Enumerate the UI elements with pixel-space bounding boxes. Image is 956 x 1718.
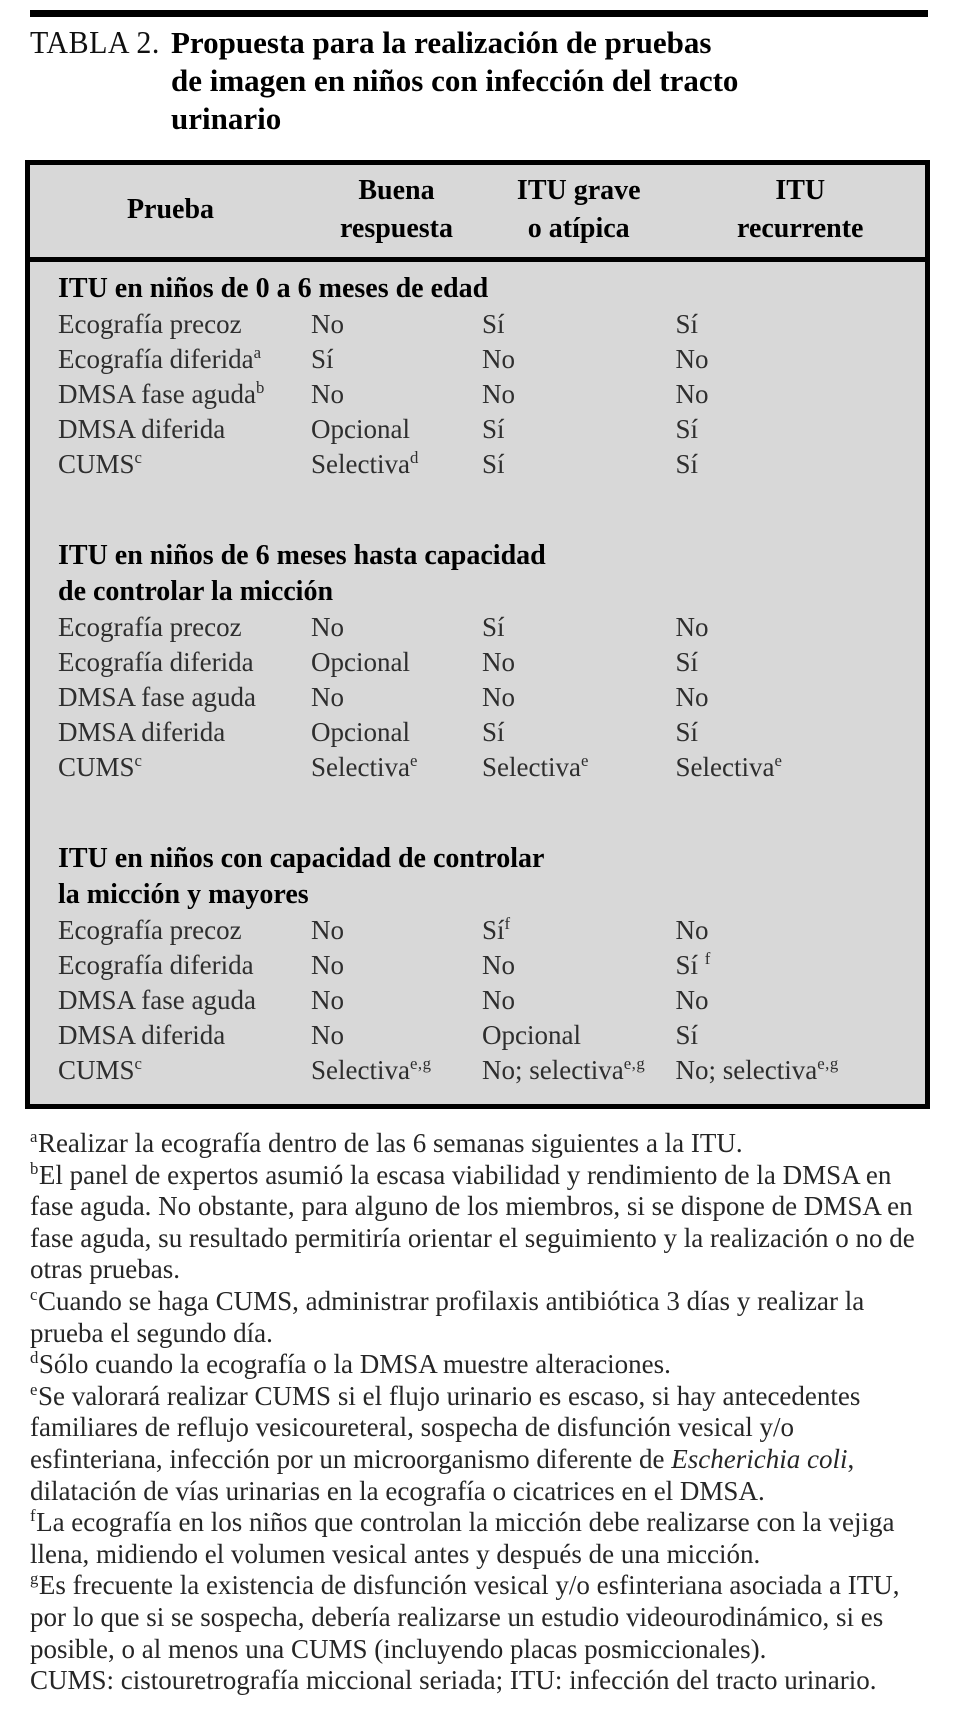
column-header-1: Prueba xyxy=(28,163,312,260)
value-cell: No xyxy=(482,682,515,712)
footnotes-block xyxy=(30,1128,932,1697)
section-header: ITU en niños de 0 a 6 meses de edad xyxy=(58,273,489,304)
superscript-note-ref: f xyxy=(704,949,711,968)
table-row xyxy=(28,412,928,447)
value-cell: No xyxy=(311,612,344,642)
footnote-text: Es frecuente la existencia de disfunción vesical y/o esfinteriana asociada a ITU, por lo que si se sospecha, debería realizarse un estudio videourodinámico, si es posible, o al menos una CUMS (incluyendo placas posmiccionales). xyxy=(30,1570,900,1664)
footnote-marker: d xyxy=(30,1348,39,1368)
value-cell: No xyxy=(311,309,344,339)
table-body xyxy=(28,260,928,1107)
test-name-cell: DMSA fase aguda$^b$ xyxy=(58,378,265,409)
footnote-f xyxy=(30,1507,932,1570)
value-cell: No xyxy=(311,682,344,712)
test-name-cell: DMSA diferida xyxy=(58,414,226,444)
value-cell: No xyxy=(675,612,709,642)
column-header-4: ITU recurrente xyxy=(676,163,928,260)
value-cell: No; selectiva$^{e,g}$ xyxy=(675,1054,839,1085)
value-cell: No xyxy=(482,985,515,1015)
value-cell: Opcional xyxy=(311,414,410,444)
test-name-cell: Ecografía precoz xyxy=(58,612,242,642)
footnote-d xyxy=(30,1349,932,1381)
footnote-text: Se valorará realizar CUMS si el flujo urinario es escaso, si hay antecedentes familiares de reflujo vesicoureteral, sospecha de disfunción vesical y/o esfinteriana, infección por un microorganismo diferente de Escherichia coli, dilatación de vías urinarias en la ecografía o cicatrices en el DMSA. xyxy=(30,1380,861,1506)
footnote-marker: a xyxy=(30,1127,38,1146)
superscript-note-ref: e,g xyxy=(623,1054,646,1073)
test-name-cell: Ecografía diferida xyxy=(58,950,254,980)
footnote-e xyxy=(30,1381,932,1507)
table-row xyxy=(28,913,928,948)
value-cell: Sí xyxy=(482,717,505,747)
value-cell: Selectiva$^e$ xyxy=(311,751,418,782)
table-title-text xyxy=(171,24,738,138)
table-row xyxy=(28,447,928,482)
superscript-note-ref: e,g xyxy=(409,1054,432,1073)
superscript-note-ref: b xyxy=(255,378,265,397)
footnote-text: La ecografía en los niños que controlan la micción debe realizarse con la vejiga llena, midiendo el volumen vesical antes y después de una micción. xyxy=(30,1507,895,1569)
superscript-note-ref: c xyxy=(134,751,143,770)
superscript-note-ref: f xyxy=(504,914,511,933)
value-cell: No xyxy=(311,915,344,945)
value-cell: Sí xyxy=(482,309,505,339)
superscript-note-ref: d xyxy=(409,448,419,467)
table-row xyxy=(28,983,928,1018)
superscript-note-ref: a xyxy=(253,343,262,362)
value-cell: Sí xyxy=(675,717,699,747)
section-header: ITU en niños de 6 meses hasta capacidad de controlar la micción xyxy=(58,540,546,607)
footnote-text: Cuando se haga CUMS, administrar profilaxis antibiótica 3 días y realizar la prueba el segundo día. xyxy=(30,1285,865,1348)
value-cell: Sí xyxy=(482,612,505,642)
value-cell: Selectiva$^e$ xyxy=(482,751,589,782)
footnote-text: El panel de expertos asumió la escasa viabilidad y rendimiento de la DMSA en fase aguda. No obstante, para alguno de los miembros, si se dispone de DMSA en fase aguda, su resultado permitiría orientar el seguimiento y la realización o no de otras pruebas. xyxy=(30,1159,915,1285)
value-cell: No xyxy=(311,1020,344,1050)
section-header: ITU en niños con capacidad de controlar la micción y mayores xyxy=(58,843,545,910)
section-header-row xyxy=(28,785,928,913)
footnote-b xyxy=(30,1160,932,1286)
test-name-cell: Ecografía diferida$^a$ xyxy=(58,343,262,374)
section-header-row xyxy=(28,260,928,308)
value-cell: $Sí^f$ xyxy=(482,914,511,945)
footnote-marker: e xyxy=(30,1379,38,1399)
value-cell: No xyxy=(482,379,515,409)
footnote-marker: c xyxy=(30,1284,38,1304)
table-header xyxy=(28,163,928,260)
footnotes xyxy=(30,1128,932,1665)
column-header-2: Buena respuesta xyxy=(311,163,482,260)
superscript-note-ref: e,g xyxy=(817,1054,839,1073)
footnote-c xyxy=(30,1286,932,1349)
superscript-note-ref: e xyxy=(774,751,783,770)
title-rule xyxy=(30,10,928,17)
abbreviations-line: CUMS: cistouretrografía miccional seriada; ITU: infección del tracto urinario. xyxy=(30,1665,877,1696)
value-cell: Sí xyxy=(482,414,505,444)
value-cell: Selectiva$^d$ xyxy=(311,448,419,479)
test-name-cell: CUMS$^c$ xyxy=(58,1054,143,1085)
table-title xyxy=(30,24,932,138)
imaging-tests-table xyxy=(25,160,930,1109)
table-row xyxy=(28,610,928,645)
value-cell: Sí xyxy=(675,449,699,479)
value-cell: No xyxy=(675,985,709,1015)
value-cell: Selectiva$^{e,g}$ xyxy=(311,1054,432,1085)
table-title-line: de imagen en niños con infección del tracto xyxy=(171,63,739,98)
footnote-text: Sólo cuando la ecografía o la DMSA muestre alteraciones. xyxy=(38,1349,671,1380)
value-cell: No xyxy=(675,682,709,712)
table-row xyxy=(28,307,928,342)
table-title-line: urinario xyxy=(171,101,282,136)
test-name-cell: CUMS$^c$ xyxy=(58,448,143,479)
test-name-cell: Ecografía precoz xyxy=(58,309,242,339)
test-name-cell: Ecografía diferida xyxy=(58,647,254,677)
superscript-note-ref: c xyxy=(134,1054,143,1073)
test-name-cell: CUMS$^c$ xyxy=(58,751,143,782)
value-cell: No xyxy=(675,379,709,409)
value-cell: No xyxy=(311,985,344,1015)
value-cell: Sí xyxy=(675,414,699,444)
footnote-g xyxy=(30,1570,932,1665)
table-row xyxy=(28,948,928,983)
test-name-cell: DMSA fase aguda xyxy=(58,985,256,1015)
table-row xyxy=(28,645,928,680)
value-cell: Opcional xyxy=(311,717,410,747)
test-name-cell: DMSA fase aguda xyxy=(58,682,256,712)
superscript-note-ref: c xyxy=(134,448,143,467)
test-name-cell: DMSA diferida xyxy=(58,1020,226,1050)
column-header-3: ITU grave o atípica xyxy=(482,163,676,260)
value-cell: Sí xyxy=(482,449,505,479)
value-cell: No xyxy=(675,344,709,374)
value-cell: Sí xyxy=(311,344,334,374)
value-cell: No xyxy=(482,950,515,980)
value-cell: Opcional xyxy=(311,647,410,677)
footnote-marker: b xyxy=(30,1158,39,1178)
value-cell: No xyxy=(311,950,344,980)
footnote-marker: g xyxy=(30,1569,39,1589)
footnote-marker: f xyxy=(30,1506,37,1526)
superscript-note-ref: e xyxy=(580,751,589,770)
value-cell: Opcional xyxy=(482,1020,581,1050)
value-cell: Sí xyxy=(675,647,699,677)
value-cell: No xyxy=(482,647,515,677)
table-row xyxy=(28,680,928,715)
superscript-note-ref: e xyxy=(409,751,418,770)
table-row xyxy=(28,377,928,412)
value-cell: Selectiva$^e$ xyxy=(675,751,783,782)
table-row xyxy=(28,750,928,785)
footnote-text: Realizar la ecografía dentro de las 6 semanas siguientes a la ITU. xyxy=(37,1128,743,1158)
table-row xyxy=(28,1018,928,1053)
value-cell: Sí $^f$ xyxy=(675,949,711,980)
table-number-label: TABLA 2. xyxy=(30,26,160,61)
table-row xyxy=(28,715,928,750)
table-row xyxy=(28,342,928,377)
value-cell: No xyxy=(311,379,344,409)
value-cell: No xyxy=(675,915,709,945)
table-row xyxy=(28,1053,928,1107)
header-row xyxy=(28,163,928,260)
section-header-row xyxy=(28,482,928,610)
italic-term: Escherichia coli xyxy=(671,1443,848,1474)
test-name-cell: Ecografía precoz xyxy=(58,915,242,945)
footnote-a xyxy=(30,1128,932,1160)
value-cell: Sí xyxy=(675,309,699,339)
table-title-line: Propuesta para la realización de pruebas xyxy=(171,25,712,60)
value-cell: Sí xyxy=(675,1020,699,1050)
test-name-cell: DMSA diferida xyxy=(58,717,226,747)
value-cell: No xyxy=(482,344,515,374)
value-cell: No; selectiva$^{e,g}$ xyxy=(482,1054,646,1085)
